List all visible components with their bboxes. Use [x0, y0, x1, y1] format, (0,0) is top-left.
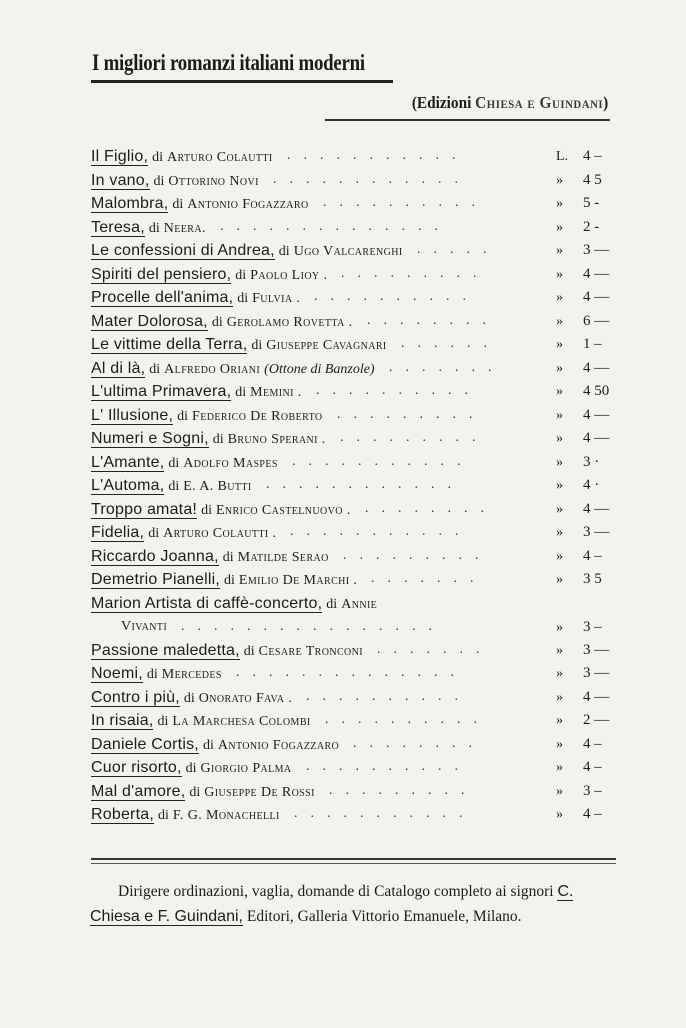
- book-title: Roberta,: [91, 806, 154, 823]
- book-row: [91, 192, 631, 216]
- book-price: 3 —: [583, 665, 610, 681]
- book-title: Troppo amata!: [91, 500, 198, 518]
- book-author: Arturo Colautti .: [163, 526, 277, 541]
- ordering-note: [90, 879, 620, 929]
- book-title: Numeri e Sogni,: [91, 430, 209, 447]
- book-entry: [91, 806, 280, 824]
- book-price: 2 -: [583, 218, 600, 235]
- book-price: 4 —: [583, 289, 610, 305]
- book-title: Teresa,: [91, 218, 145, 236]
- book-price: 4 —: [583, 688, 610, 705]
- book-title: Al di là,: [91, 359, 146, 377]
- dot-leader: ..........: [325, 712, 490, 727]
- bottom-rule: [91, 858, 616, 860]
- book-row: [91, 239, 631, 263]
- dot-leader: ..............: [236, 665, 467, 680]
- edition-note: [412, 93, 608, 113]
- dot-leader: ...........: [290, 524, 472, 539]
- book-by: di: [157, 714, 169, 729]
- book-by: di: [189, 784, 201, 800]
- book-title: Daniele Cortis,: [91, 735, 199, 753]
- book-entry: [91, 689, 292, 707]
- book-author: Giuseppe Cavagnari: [266, 338, 387, 353]
- book-author: Giuseppe De Rossi: [204, 784, 315, 800]
- book-title: L'ultima Primavera,: [91, 383, 232, 400]
- book-row: [91, 709, 631, 733]
- book-author: Giorgio Palma: [200, 761, 292, 776]
- book-by: di: [223, 573, 235, 588]
- price-currency: »: [556, 501, 563, 517]
- book-row: [91, 733, 631, 757]
- book-price: 4 —: [583, 359, 610, 376]
- book-by: di: [177, 408, 189, 424]
- book-row: [91, 404, 631, 428]
- book-row: [91, 145, 631, 169]
- book-author: Matilde Serao: [237, 549, 329, 565]
- book-by: di: [149, 361, 161, 377]
- book-row: [91, 474, 631, 498]
- price-currency: »: [556, 313, 563, 329]
- price-currency: L.: [556, 149, 569, 164]
- book-title: Noemi,: [91, 665, 143, 682]
- book-by: di: [152, 150, 164, 165]
- price-currency: »: [556, 243, 563, 258]
- price-currency: »: [556, 196, 563, 211]
- edition-underline: [325, 119, 610, 121]
- book-title: L' Illusione,: [91, 406, 174, 424]
- book-price: 3 –: [583, 618, 602, 635]
- price-currency: »: [556, 736, 563, 752]
- dot-leader: ...........: [294, 806, 476, 821]
- edition-close: ): [602, 93, 608, 112]
- book-author: Antonio Fogazzaro: [217, 737, 340, 753]
- book-by: di: [185, 761, 197, 776]
- dot-leader: ...........: [287, 148, 469, 163]
- book-title: Il Figlio,: [91, 148, 149, 165]
- edition-publishers: Chiesa e Guindani: [474, 93, 603, 112]
- book-row: [91, 803, 631, 827]
- price-currency: »: [556, 219, 563, 235]
- price-currency: »: [556, 666, 563, 681]
- book-by: di: [326, 596, 338, 612]
- dot-leader: .........: [340, 430, 489, 445]
- book-row: [91, 380, 631, 404]
- book-by: di: [211, 314, 223, 330]
- book-price: 3 –: [583, 782, 602, 799]
- book-price: 5 -: [583, 195, 600, 211]
- book-entry: [91, 571, 357, 589]
- book-price: 4 —: [583, 430, 610, 446]
- dot-leader: .........: [343, 547, 492, 563]
- book-price: 4 5: [583, 171, 602, 188]
- book-row: [91, 568, 631, 592]
- book-entry: [91, 360, 375, 378]
- price-currency: »: [556, 454, 563, 470]
- book-author: Cesare Tronconi: [258, 643, 364, 659]
- book-price: 4 –: [583, 806, 602, 822]
- edition-open: (Edizioni: [411, 93, 475, 112]
- dot-leader: ........: [365, 500, 497, 516]
- book-price: 6 —: [583, 312, 610, 329]
- book-entry: [91, 642, 363, 660]
- dot-leader: ...........: [292, 453, 474, 469]
- dot-leader: .....: [417, 242, 500, 257]
- dot-leader: .......: [371, 571, 487, 586]
- book-author: F. G. Monachelli: [172, 808, 280, 823]
- book-author: E. A. Butti: [183, 479, 252, 494]
- price-currency: »: [556, 807, 563, 822]
- book-price: 1 –: [583, 336, 602, 352]
- book-entry: [91, 313, 353, 331]
- page-title: I migliori romanzi italiani moderni: [92, 50, 365, 75]
- book-entry: [91, 336, 387, 354]
- book-title: L'Amante,: [91, 453, 165, 471]
- dot-leader: .......: [389, 359, 505, 375]
- book-entry: [91, 383, 302, 401]
- book-by: di: [235, 267, 247, 283]
- book-row: [91, 263, 631, 287]
- book-title: In risaia,: [91, 712, 154, 729]
- book-author: Arturo Colautti: [167, 150, 273, 165]
- dot-leader: ............: [266, 477, 464, 492]
- price-currency: »: [556, 572, 563, 587]
- book-author: Mercedes: [161, 667, 222, 682]
- price-currency: »: [556, 548, 563, 564]
- book-entry: [91, 665, 222, 683]
- book-entry: [91, 501, 351, 519]
- book-by: di: [243, 643, 255, 659]
- book-title: Le confessioni di Andrea,: [91, 242, 275, 259]
- price-currency: »: [556, 337, 563, 352]
- book-entry: [91, 736, 339, 754]
- book-author: Memini .: [250, 385, 302, 400]
- book-row: [91, 169, 631, 193]
- book-title: Fidelia,: [91, 524, 145, 541]
- book-row: [91, 286, 631, 310]
- book-entry: [91, 595, 377, 613]
- dot-leader: ..........: [316, 383, 481, 398]
- book-by: di: [157, 808, 169, 823]
- price-currency: »: [556, 525, 563, 540]
- book-by: di: [148, 526, 160, 541]
- book-price: 4 —: [583, 500, 610, 517]
- title-underline: [91, 80, 393, 83]
- book-by: di: [148, 220, 160, 236]
- book-author: Federico De Roberto: [192, 408, 323, 424]
- book-row: [91, 521, 631, 545]
- price-currency: »: [556, 689, 563, 705]
- dot-leader: .........: [337, 406, 486, 422]
- book-author: La Marchesa Colombi: [172, 714, 311, 729]
- book-row: [91, 639, 631, 663]
- book-price: 3 5: [583, 571, 602, 587]
- price-currency: »: [556, 431, 563, 446]
- book-author: Onorato Fava .: [198, 690, 293, 706]
- book-row: [91, 545, 631, 569]
- dot-leader: ................: [181, 618, 445, 634]
- price-currency: »: [556, 360, 563, 376]
- book-price: 2 —: [583, 712, 610, 728]
- book-price: 4 —: [583, 406, 610, 423]
- book-entry: [91, 148, 273, 166]
- book-entry: [91, 407, 323, 425]
- book-title: Mater Dolorosa,: [91, 312, 208, 330]
- book-entry: [91, 477, 252, 495]
- book-by: di: [278, 244, 290, 259]
- book-row: [91, 686, 631, 710]
- book-title: In vano,: [91, 171, 150, 189]
- book-author: Adolfo Maspes: [183, 455, 278, 471]
- price-currency: »: [556, 384, 563, 399]
- book-author: Alfredo Oriani: [164, 361, 261, 377]
- ordering-text-2: Editori, Galleria Vittorio Emanuele, Milano.: [242, 908, 522, 925]
- book-price: 3 —: [583, 242, 610, 258]
- book-row: [91, 216, 631, 240]
- book-list: [91, 145, 631, 827]
- book-price: 4 –: [583, 759, 602, 775]
- price-currency: »: [556, 172, 563, 188]
- book-entry: [91, 759, 292, 777]
- book-title: Passione maledetta,: [91, 641, 240, 659]
- dot-leader: ..........: [323, 195, 488, 210]
- book-author-continued: Vivanti: [121, 618, 168, 634]
- book-by: di: [235, 385, 247, 400]
- book-by: di: [212, 432, 224, 447]
- price-currency: »: [556, 266, 563, 282]
- book-price: 4 —: [583, 265, 610, 282]
- book-title: Procelle dell'anima,: [91, 289, 234, 306]
- book-price: 3 —: [583, 641, 610, 658]
- book-entry: [91, 454, 278, 472]
- book-note: (Ottone di Banzole): [264, 361, 375, 377]
- book-entry: [91, 219, 206, 237]
- dot-leader: ..............: [220, 218, 451, 234]
- book-author: Bruno Sperani .: [227, 432, 326, 447]
- price-currency: »: [556, 783, 563, 799]
- book-price: 3 —: [583, 524, 610, 540]
- book-by: di: [146, 667, 158, 682]
- dot-leader: ......: [401, 336, 500, 351]
- book-row: [91, 756, 631, 780]
- book-title: Cuor risorto,: [91, 759, 182, 776]
- book-entry: [91, 524, 276, 542]
- book-entry: [91, 172, 259, 190]
- book-by: di: [251, 338, 263, 353]
- book-entry: [91, 430, 326, 448]
- book-title: L'Automa,: [91, 477, 165, 494]
- book-row: [91, 357, 631, 381]
- book-entry: [91, 548, 329, 566]
- dot-leader: ........: [367, 312, 499, 328]
- book-author: Enrico Castelnuovo .: [215, 502, 351, 518]
- price-currency: »: [556, 478, 563, 493]
- dot-leader: ............: [273, 171, 471, 187]
- ordering-text-1: Dirigere ordinazioni, vaglia, domande di Catalogo completo ai signori: [118, 883, 558, 900]
- book-author: Ugo Valcarenghi: [293, 244, 403, 259]
- book-by: di: [168, 455, 180, 471]
- book-by: di: [201, 502, 212, 518]
- book-author: Fulvia .: [252, 291, 301, 306]
- book-row: [91, 333, 631, 357]
- book-price: 4 –: [583, 735, 602, 752]
- book-row: [91, 498, 631, 522]
- book-price: 4 50: [583, 383, 610, 399]
- dot-leader: .........: [341, 265, 490, 281]
- price-currency: »: [556, 407, 563, 423]
- dot-leader: ..........: [306, 759, 471, 774]
- price-currency: »: [556, 290, 563, 305]
- book-row: [91, 451, 631, 475]
- book-row: [91, 662, 631, 686]
- price-currency: »: [556, 642, 563, 658]
- book-row: [91, 592, 631, 639]
- dot-leader: .......: [377, 641, 493, 657]
- book-row: [91, 310, 631, 334]
- book-price: 4 –: [583, 547, 602, 564]
- book-entry: [91, 712, 311, 730]
- book-price: 4 ·: [583, 477, 600, 493]
- editors-name: C. Chiesa e F. Guindani,: [90, 883, 574, 925]
- book-by: di: [222, 549, 234, 565]
- book-author: Antonio Fogazzaro: [187, 197, 309, 212]
- book-title: Marion Artista di caffè-concerto,: [91, 594, 323, 612]
- book-author: Annie: [341, 596, 378, 612]
- bottom-rule-thin: [91, 863, 616, 864]
- book-row: [91, 427, 631, 451]
- book-title: Malombra,: [91, 195, 169, 212]
- book-price: 3 ·: [583, 453, 600, 470]
- book-title: Spiriti del pensiero,: [91, 265, 232, 283]
- book-entry: [91, 783, 315, 801]
- price-currency: »: [556, 619, 563, 635]
- book-price: 4 –: [583, 148, 602, 164]
- dot-leader: ........: [353, 735, 485, 751]
- book-by: di: [168, 479, 180, 494]
- book-title: Demetrio Pianelli,: [91, 571, 220, 588]
- book-author: Emilio De Marchi .: [238, 573, 358, 588]
- book-title: Le vittime della Terra,: [91, 336, 248, 353]
- book-title: Contro i più,: [91, 688, 180, 706]
- book-title: Riccardo Joanna,: [91, 547, 219, 565]
- dot-leader: .........: [329, 782, 478, 798]
- price-currency: »: [556, 760, 563, 775]
- book-entry: [91, 195, 309, 213]
- book-by: di: [172, 197, 184, 212]
- book-author: Neera.: [163, 220, 206, 236]
- price-currency: »: [556, 713, 563, 728]
- book-title: Mal d'amore,: [91, 782, 186, 800]
- book-author: Ottorino Novi: [168, 173, 259, 189]
- dot-leader: ..........: [314, 289, 479, 304]
- book-row: [91, 780, 631, 804]
- book-by: di: [183, 690, 195, 706]
- dot-leader: ..........: [306, 688, 471, 704]
- book-entry: [91, 242, 403, 260]
- book-entry: [91, 266, 327, 284]
- book-by: di: [202, 737, 214, 753]
- book-by: di: [237, 291, 249, 306]
- book-entry: [91, 289, 300, 307]
- book-author: Gerolamo Rovetta .: [226, 314, 353, 330]
- book-author: Paolo Lioy .: [250, 267, 328, 283]
- book-by: di: [153, 173, 165, 189]
